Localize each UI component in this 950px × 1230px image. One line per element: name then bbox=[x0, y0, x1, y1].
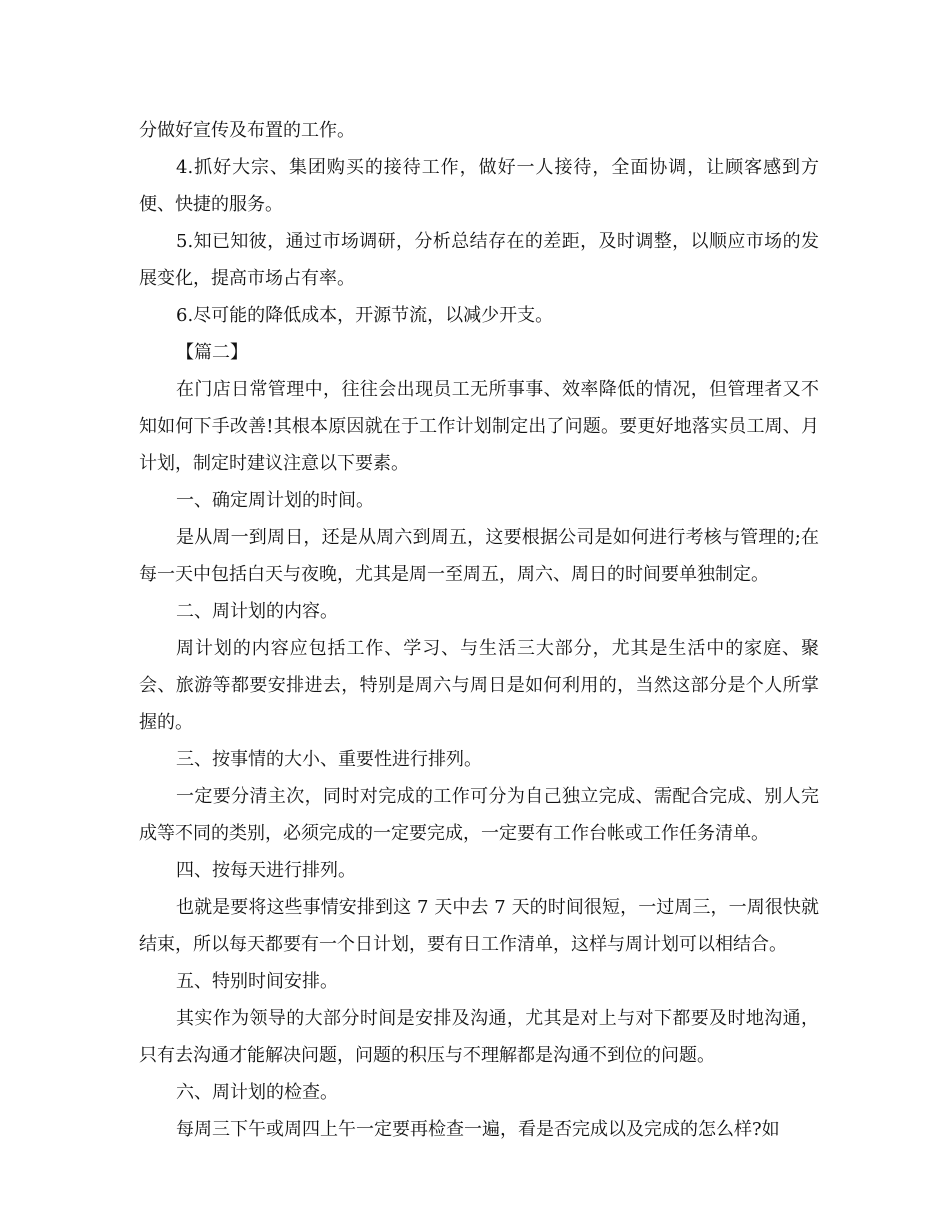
paragraph-continuation: 分做好宣传及布置的工作。 bbox=[139, 120, 355, 141]
heading-2: 二、周计划的内容。 bbox=[176, 601, 338, 622]
paragraph-3: 一定要分清主次，同时对完成的工作可分为自己独立完成、需配合完成、别人完成等不同的类别，必须完成的一定要完成，一定要有工作台帐或工作任务清单。 bbox=[139, 786, 819, 844]
heading-6: 六、周计划的检查。 bbox=[176, 1082, 338, 1103]
paragraph-item-4: 4.抓好大宗、集团购买的接待工作，做好一人接待，全面协调，让顾客感到方便、快捷的服务。 bbox=[139, 157, 819, 215]
heading-4: 四、按每天进行排列。 bbox=[176, 860, 356, 881]
paragraph-1: 是从周一到周日，还是从周六到周五，这要根据公司是如何进行考核与管理的;在每一天中包括白天与夜晚，尤其是周一至周五，周六、周日的时间要单独制定。 bbox=[139, 527, 819, 585]
section-heading-part-two: 【篇二】 bbox=[176, 342, 248, 363]
document-page bbox=[139, 112, 819, 1148]
paragraph-item-5: 5.知已知彼，通过市场调研，分析总结存在的差距，及时调整，以顺应市场的发展变化，提高市场占有率。 bbox=[139, 231, 819, 289]
paragraph-2: 周计划的内容应包括工作、学习、与生活三大部分，尤其是生活中的家庭、聚会、旅游等都要安排进去，特别是周六与周日是如何利用的，当然这部分是个人所掌握的。 bbox=[139, 638, 819, 733]
paragraph-6: 每周三下午或周四上午一定要再检查一遍，看是否完成以及完成的怎么样?如 bbox=[176, 1119, 780, 1140]
heading-1: 一、确定周计划的时间。 bbox=[176, 490, 374, 511]
heading-5: 五、特别时间安排。 bbox=[176, 971, 338, 992]
paragraph-5: 其实作为领导的大部分时间是安排及沟通，尤其是对上与对下都要及时地沟通，只有去沟通才能解决问题，问题的积压与不理解都是沟通不到位的问题。 bbox=[139, 1008, 819, 1066]
paragraph-4: 也就是要将这些事情安排到这 7 天中去 7 天的时间很短，一过周三，一周很快就结束，所以每天都要有一个日计划，要有日工作清单，这样与周计划可以相结合。 bbox=[139, 897, 819, 955]
paragraph-item-6: 6.尽可能的降低成本，开源节流，以减少开支。 bbox=[176, 305, 554, 326]
heading-3: 三、按事情的大小、重要性进行排列。 bbox=[176, 749, 482, 770]
paragraph-intro: 在门店日常管理中，往往会出现员工无所事事、效率降低的情况，但管理者又不知如何下手改善!其根本原因就在于工作计划制定出了问题。要更好地落实员工周、月计划，制定时建议注意以下要素。 bbox=[139, 379, 819, 474]
